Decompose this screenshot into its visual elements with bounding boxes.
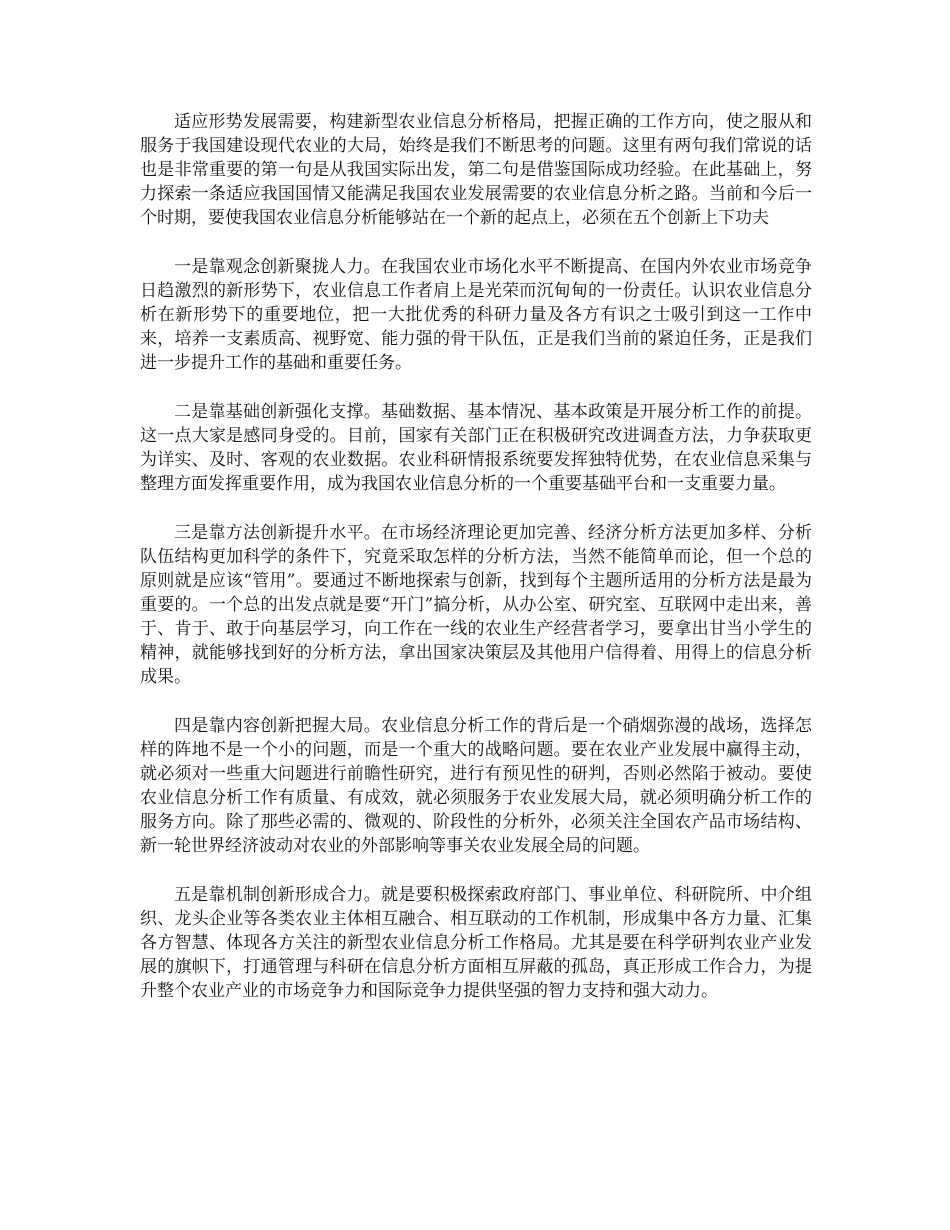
intro-paragraph: 适应形势发展需要，构建新型农业信息分析格局，把握正确的工作方向，使之服从和服务于我国建设现代农业的大局，始终是我们不断思考的问题。这里有两句我们常说的话也是非常重要的第一句是从我国实际出发，第二句是借鉴国际成功经验。在此基础上，努力探索一条适应我国国情又能满足我国农业发展需要的农业信息分析之路。当前和今后一个时期，要使我国农业信息分析能够站在一个新的起点上，必须在五个创新上下功夫: [140, 112, 812, 228]
paragraph-content-innovation: 四是靠内容创新把握大局。农业信息分析工作的背后是一个硝烟弥漫的战场，选择怎样的阵地不是一个小的问题，而是一个重大的战略问题。要在农业产业发展中赢得主动，就必须对一些重大问题进行前瞻性研究，进行有预见性的研判，否则必然陷于被动。要使农业信息分析工作有质量、有成效，就必须服务于农业发展大局，就必须明确分析工作的服务方向。除了那些必需的、微观的、阶段性的分析外，必须关注全国农产品市场结构、新一轮世界经济波动对农业的外部影响等事关农业发展全局的问题。: [140, 716, 812, 856]
paragraph-concept-innovation: 一是靠观念创新聚拢人力。在我国农业市场化水平不断提高、在国内外农业市场竞争日趋激烈的新形势下，农业信息工作者肩上是光荣而沉甸甸的一份责任。认识农业信息分析在新形势下的重要地位，把一大批优秀的科研力量及各方有识之士吸引到这一工作中来，培养一支素质高、视野宽、能力强的骨干队伍，正是我们当前的紧迫任务，正是我们进一步提升工作的基础和重要任务。: [140, 257, 812, 373]
paragraph-method-innovation: 三是靠方法创新提升水平。在市场经济理论更加完善、经济分析方法更加多样、分析队伍结构更加科学的条件下，究竟采取怎样的分析方法，当然不能简单而论，但一个总的原则就是应该“管用”。要通过不断地探索与创新，找到每个主题所适用的分析方法是最为重要的。一个总的出发点就是要“开门”搞分析，从办公室、研究室、互联网中走出来，善于、肯于、敢于向基层学习，向工作在一线的农业生产经营者学习，要拿出甘当小学生的精神，就能够找到好的分析方法，拿出国家决策层及其他用户信得着、用得上的信息分析成果。: [140, 523, 812, 687]
paragraph-mechanism-innovation: 五是靠机制创新形成合力。就是要积极探索政府部门、事业单位、科研院所、中介组织、龙头企业等各类农业主体相互融合、相互联动的工作机制，形成集中各方力量、汇集各方智慧、体现各方关注的新型农业信息分析工作格局。尤其是要在科学研判农业产业发展的旗帜下，打通管理与科研在信息分析方面相互屏蔽的孤岛，真正形成工作合力，为提升整个农业产业的市场竞争力和国际竞争力提供坚强的智力支持和强大动力。: [140, 885, 812, 1001]
paragraph-foundation-innovation: 二是靠基础创新强化支撑。基础数据、基本情况、基本政策是开展分析工作的前提。这一点大家是感同身受的。目前，国家有关部门正在积极研究改进调查方法，力争获取更为详实、及时、客观的农业数据。农业科研情报系统要发挥独特优势，在农业信息采集与整理方面发挥重要作用，成为我国农业信息分析的一个重要基础平台和一支重要力量。: [140, 402, 812, 494]
document-page: [140, 110, 812, 1028]
